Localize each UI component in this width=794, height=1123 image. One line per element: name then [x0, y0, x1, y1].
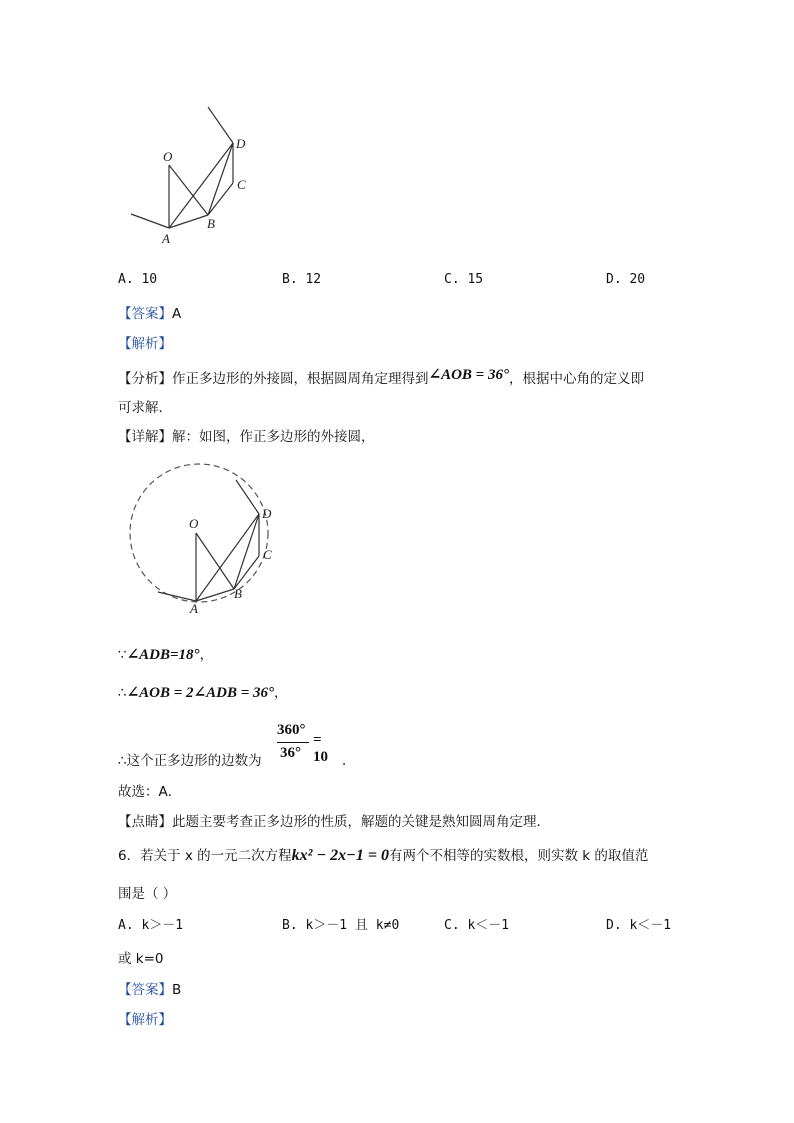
q6-option-d: D. k＜－1 [606, 918, 672, 933]
step-3-text: ∴这个正多边形的边数为 [118, 753, 262, 769]
step-2 [118, 681, 288, 702]
label-d: D [236, 136, 246, 151]
q6-equation: kx² − 2x−1 = 0 [291, 847, 389, 864]
q6-option-d-cont: 或 k=0 [118, 951, 164, 967]
fenxi-label: 【分析】 [118, 371, 172, 387]
label-c: C [237, 177, 246, 192]
math-adb: ∠ADB=18° [126, 647, 200, 663]
xiangjie-text: 解：如图，作正多边形的外接圆， [172, 429, 375, 445]
q6-analysis-label: 【解析】 [118, 1012, 172, 1028]
figure-polygon [0, 0, 794, 260]
dianjing-line [118, 810, 550, 830]
answer-value: A [172, 306, 182, 322]
option-d: D. 20 [606, 272, 646, 287]
dianjing-label: 【点睛】 [118, 814, 172, 830]
fenxi-text: 作正多边形的外接圆，根据圆周角定理得到 [172, 371, 429, 387]
q6-option-b: B. k＞－1 且 k≠0 [282, 918, 400, 933]
answer-value: B [172, 982, 182, 998]
label-b: B [234, 586, 242, 601]
label-o: O [163, 149, 173, 164]
step-3 [118, 749, 262, 769]
numerator: 360° [277, 722, 306, 738]
choose-line: 故选：A． [118, 784, 182, 800]
option-b: B. 12 [282, 272, 322, 287]
punct: ， [199, 647, 214, 663]
dianjing-text: 此题主要考查正多边形的性质，解题的关键是熟知圆周角定理． [172, 814, 550, 830]
fenxi-line [118, 367, 644, 388]
figure-circumcircle [0, 455, 794, 620]
answer-line [118, 302, 181, 322]
label-b: B [207, 216, 215, 231]
step-1 [118, 643, 213, 664]
q6-option-a: A. k＞－1 [118, 918, 184, 933]
q6-option-c: C. k＜－1 [444, 918, 510, 933]
xiangjie-label: 【详解】 [118, 429, 172, 445]
label-o: O [189, 516, 199, 531]
answer-label: 【答案】 [118, 306, 172, 322]
math-aob: ∠AOB = 36° [428, 367, 509, 383]
label-d: D [262, 506, 272, 521]
denominator: 36° [280, 745, 301, 761]
xiangjie-line [118, 425, 375, 445]
label-c: C [263, 547, 272, 562]
q6-answer-line [118, 978, 181, 998]
label-a: A [162, 231, 170, 246]
option-a: A. 10 [118, 272, 158, 287]
fenxi-cont: 可求解． [118, 400, 172, 416]
therefore-symbol: ∴ [118, 685, 127, 701]
fraction-bar [277, 742, 309, 743]
punct: ． [342, 753, 356, 769]
q6-stem-cont: 围是（ ） [118, 886, 177, 902]
math-aob-2adb: ∠AOB = 2∠ADB = 36° [126, 685, 275, 701]
because-symbol: ∵ [118, 647, 127, 663]
punct: ， [274, 685, 288, 701]
option-c: C. 15 [444, 272, 484, 287]
answer-label: 【答案】 [118, 982, 172, 998]
label-a: A [190, 601, 198, 616]
q6-stem [118, 844, 648, 865]
q6-text: 有两个不相等的实数根，则实数 k 的取值范 [388, 848, 649, 864]
equals-10: = 10 [313, 732, 328, 765]
fenxi-text: ，根据中心角的定义即 [508, 371, 644, 387]
q6-text: 6．若关于 x 的一元二次方程 [118, 848, 292, 864]
analysis-label: 【解析】 [118, 336, 172, 352]
